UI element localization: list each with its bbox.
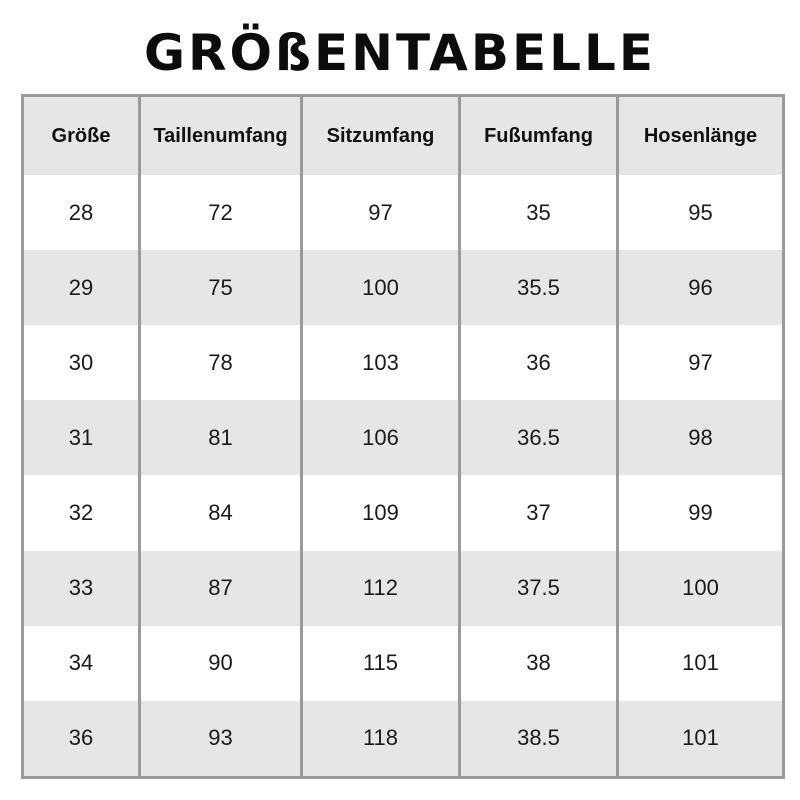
cell-waist: 84 (140, 475, 302, 550)
cell-hem: 36 (460, 325, 618, 400)
column-header-size: Größe (23, 96, 140, 176)
cell-hem: 35 (460, 175, 618, 250)
cell-waist: 90 (140, 626, 302, 701)
cell-waist: 87 (140, 551, 302, 626)
cell-size: 36 (23, 701, 140, 778)
table-row (23, 626, 784, 701)
cell-hem: 37 (460, 475, 618, 550)
column-header-length: Hosenlänge (618, 96, 784, 176)
cell-size: 33 (23, 551, 140, 626)
cell-waist: 81 (140, 400, 302, 475)
size-table (21, 94, 785, 779)
cell-length: 96 (618, 250, 784, 325)
cell-waist: 93 (140, 701, 302, 778)
cell-length: 98 (618, 400, 784, 475)
table-row (23, 325, 784, 400)
cell-hem: 35.5 (460, 250, 618, 325)
table-row (23, 250, 784, 325)
cell-hem: 38.5 (460, 701, 618, 778)
table-header (23, 96, 784, 176)
cell-waist: 72 (140, 175, 302, 250)
column-header-hip: Sitzumfang (302, 96, 460, 176)
cell-hip: 115 (302, 626, 460, 701)
cell-length: 99 (618, 475, 784, 550)
cell-size: 29 (23, 250, 140, 325)
table-body (23, 175, 784, 778)
table-row (23, 475, 784, 550)
column-header-waist: Taillenumfang (140, 96, 302, 176)
cell-hip: 118 (302, 701, 460, 778)
cell-hip: 112 (302, 551, 460, 626)
cell-hem: 37.5 (460, 551, 618, 626)
cell-hem: 36.5 (460, 400, 618, 475)
cell-hip: 103 (302, 325, 460, 400)
cell-size: 31 (23, 400, 140, 475)
table-row (23, 175, 784, 250)
cell-length: 95 (618, 175, 784, 250)
cell-hip: 109 (302, 475, 460, 550)
column-header-hem: Fußumfang (460, 96, 618, 176)
table-row (23, 551, 784, 626)
table-row (23, 400, 784, 475)
cell-waist: 78 (140, 325, 302, 400)
page-title: GRÖßENTABELLE (143, 24, 657, 82)
cell-size: 34 (23, 626, 140, 701)
cell-length: 101 (618, 701, 784, 778)
cell-size: 30 (23, 325, 140, 400)
cell-length: 100 (618, 551, 784, 626)
cell-size: 28 (23, 175, 140, 250)
table-row (23, 701, 784, 778)
header-row (23, 96, 784, 176)
cell-hip: 100 (302, 250, 460, 325)
cell-hip: 97 (302, 175, 460, 250)
cell-size: 32 (23, 475, 140, 550)
cell-length: 101 (618, 626, 784, 701)
cell-length: 97 (618, 325, 784, 400)
cell-hem: 38 (460, 626, 618, 701)
cell-waist: 75 (140, 250, 302, 325)
cell-hip: 106 (302, 400, 460, 475)
